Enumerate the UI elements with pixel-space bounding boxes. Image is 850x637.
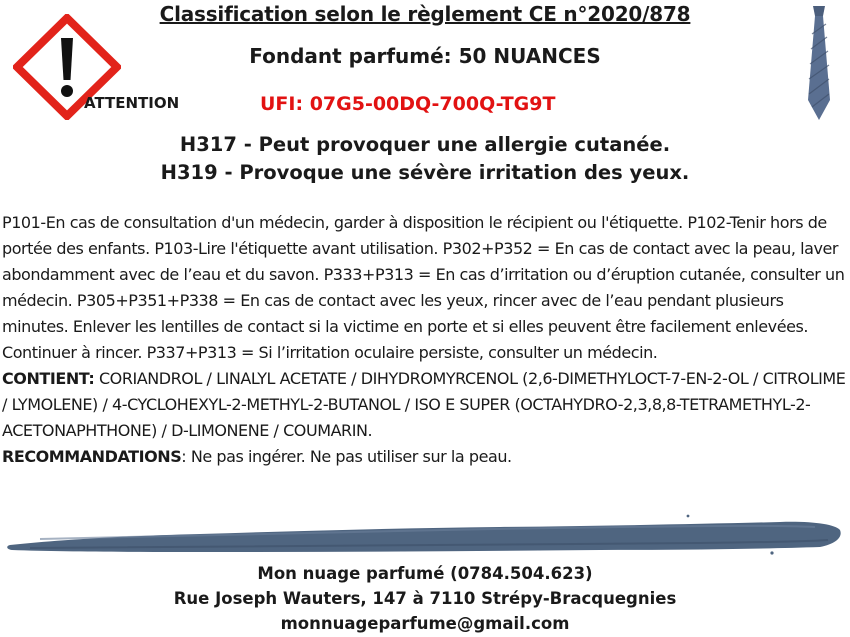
brush-stroke-divider <box>0 512 850 558</box>
company-email: monnuageparfume@gmail.com <box>280 614 570 633</box>
label-body <box>2 210 848 470</box>
hazard-statement-h319: H319 - Provoque une sévère irritation des yeux. <box>160 161 690 184</box>
signal-word: ATTENTION <box>84 94 180 112</box>
classification-title: Classification selon le règlement CE n°2020/878 <box>159 2 691 26</box>
product-name: Fondant parfumé: 50 NUANCES <box>249 44 601 68</box>
ufi-code: UFI: 07G5-00DQ-700Q-TG9T <box>260 93 556 115</box>
recommendations-text: : Ne pas ingérer. Ne pas utiliser sur la peau. <box>181 447 512 466</box>
company-name: Mon nuage parfumé (0784.504.623) <box>257 564 593 583</box>
hazard-statements <box>0 131 850 187</box>
company-address: Rue Joseph Wauters, 147 à 7110 Strépy-Bracquegnies <box>173 589 677 608</box>
recommendations-label: RECOMMANDATIONS <box>2 447 182 466</box>
hazard-statement-h317: H317 - Peut provoquer une allergie cutanée. <box>179 133 671 156</box>
necktie-icon <box>804 4 834 122</box>
company-footer <box>0 561 850 636</box>
contains-label: CONTIENT: <box>2 369 95 388</box>
precautionary-statements: P101-En cas de consultation d'un médecin, garder à disposition le récipient ou l'étiquette. P102-Tenir hors de portée des enfants. P103-Lire l'étiquette avant utilisation. P302+P352 = En cas de contact avec la peau, laver abondamment avec de l’eau et du savon. P333+P313 = En cas d’irritation ou d’éruption cutanée, consulter un médecin. P305+P351+P338 = En cas de contact avec les yeux, rincer avec de l’eau pendant plusieurs minutes. Enlever les lentilles de contact si la victime en porte et si elles peuvent être facilement enlevées. Continuer à rincer. P337+P313 = Si l’irritation oculaire persiste, consulter un médecin. <box>2 213 845 362</box>
contains-list: CORIANDROL / LINALYL ACETATE / DIHYDROMYRCENOL (2,6-DIMETHYLOCT-7-EN-2-OL / CITROLIME / LYMOLENE) / 4-CYCLOHEXYL-2-METHYL-2-BUTANOL / ISO E SUPER (OCTAHYDRO-2,3,8,8-TETRAMETHYL-2-ACETONAPHTHONE) / D-LIMONENE / COUMARIN. <box>2 369 846 440</box>
